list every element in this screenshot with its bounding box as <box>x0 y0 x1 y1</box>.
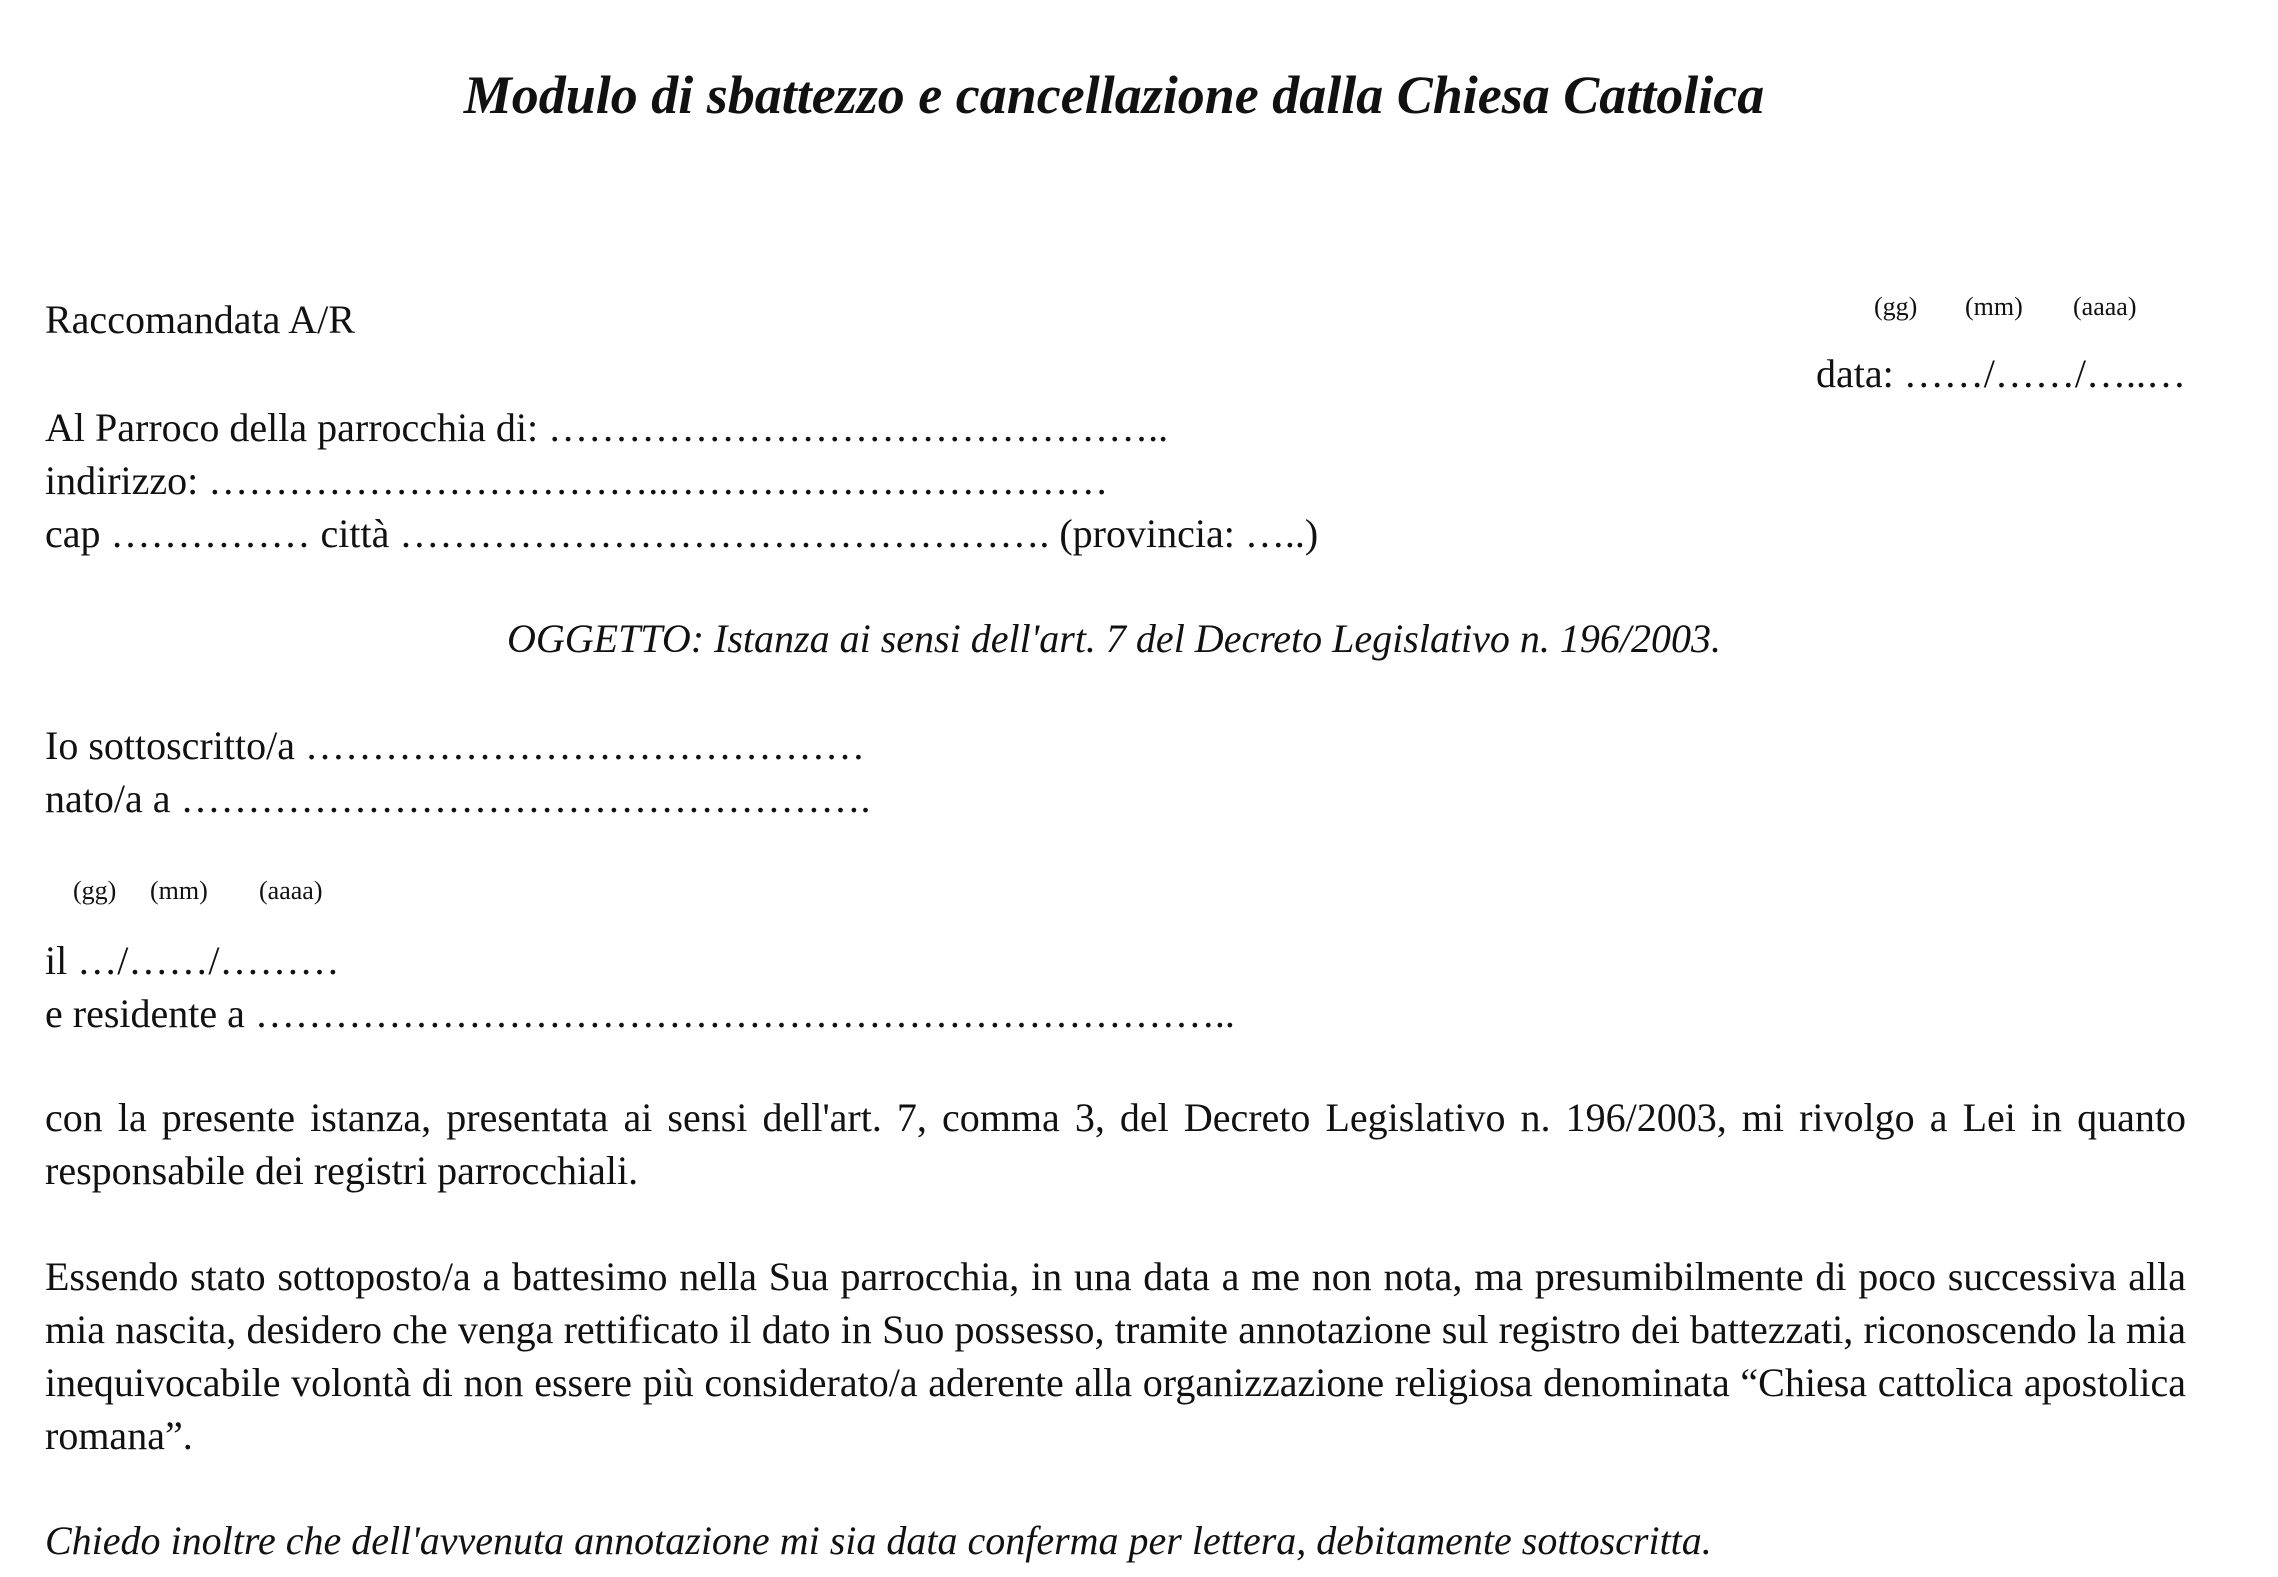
cap-citta-field[interactable]: cap …………… città …………………………………………. (provincia: …..) <box>45 511 1319 556</box>
document-title: Modulo di sbattezzo e cancellazione dalla Chiesa Cattolica <box>463 65 1765 125</box>
sottoscritto-field[interactable]: Io sottoscritto/a …………………………………… <box>45 723 865 768</box>
birth-hint-aaaa: (aaaa) <box>259 876 323 905</box>
indirizzo-field[interactable]: indirizzo: ……………………………..…………………………… <box>45 458 1109 503</box>
date-field[interactable]: data: ……/……/…..… <box>1816 351 2186 396</box>
date-hint-gg: (gg) <box>1874 292 1918 321</box>
birth-hint-gg: (gg) <box>73 876 117 905</box>
residente-field[interactable]: e residente a ……………………………………………………………….. <box>45 991 1235 1036</box>
paragraph-battesimo: Essendo stato sottoposto/a a battesimo nella Sua parrocchia, in una data a me non nota, ma presumibilmente di poco successiva alla mia nascita, desidero che venga rettificato il dato in Suo possesso, tramite annotazione sul registro dei battezzati, riconoscendo la mia inequivocabile volontà di non essere più considerato/a aderente alla organizzazione religiosa denominata “Chiesa cattolica apostolica romana”. <box>45 1254 2186 1458</box>
date-hint-aaaa: (aaaa) <box>2073 292 2137 321</box>
paragraph-conferma: Chiedo inoltre che dell'avvenuta annotazione mi sia data conferma per lettera, debitamente sottoscritta. <box>45 1518 1712 1563</box>
paragraph-istanza: con la presente istanza, presentata ai sensi dell'art. 7, comma 3, del Decreto Legislativo n. 196/2003, mi rivolgo a Lei in quanto responsabile dei registri parrocchiali. <box>45 1095 2186 1193</box>
birth-date-field[interactable]: il …/……/……… <box>45 938 340 983</box>
parroco-field[interactable]: Al Parroco della parrocchia di: ……………………………………….. <box>45 405 1169 450</box>
nato-field[interactable]: nato/a a ……………………………………………. <box>45 776 871 821</box>
date-hint-mm: (mm) <box>1965 292 2023 321</box>
raccomandata-label: Raccomandata A/R <box>45 297 355 342</box>
oggetto-line: OGGETTO: Istanza ai sensi dell'art. 7 del Decreto Legislativo n. 196/2003. <box>506 616 1722 661</box>
birth-hint-mm: (mm) <box>150 876 208 905</box>
